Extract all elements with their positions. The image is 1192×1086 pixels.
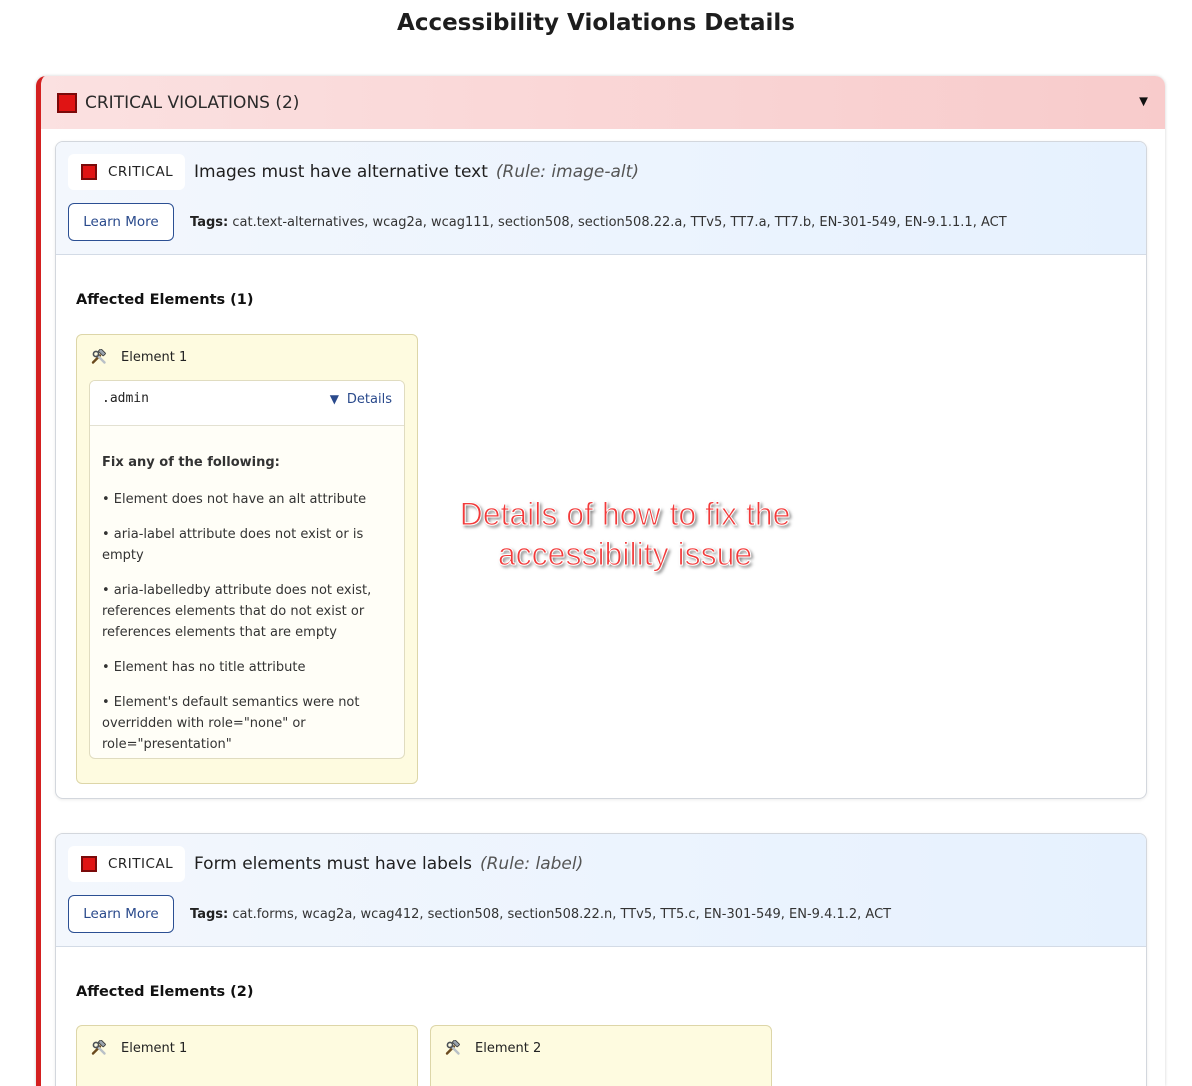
selector-row [90, 381, 404, 426]
red-square-icon [81, 856, 97, 872]
fix-item: • Element's default semantics were not overridden with role="none" or role="presentation" [102, 695, 360, 752]
element-selector: .admin [102, 391, 149, 406]
violation-tags [190, 215, 1007, 230]
fix-item: • Element does not have an alt attribute [102, 492, 367, 507]
section-header[interactable] [41, 76, 1165, 129]
fix-item: • aria-labelledby attribute does not exist, references elements that do not exist or references elements that are empty [102, 583, 372, 640]
element-label: Element 2 [475, 1040, 542, 1056]
annotation-line-1: Details of how to fix the [459, 496, 791, 532]
element-card-header [91, 1040, 187, 1056]
hammer-wrench-icon [91, 1040, 107, 1056]
violation-rule: (Rule: image-alt) [495, 162, 639, 182]
element-card [76, 334, 418, 784]
learn-more-button[interactable]: Learn More [68, 895, 174, 933]
element-card-header [445, 1040, 541, 1056]
learn-more-button[interactable]: Learn More [68, 203, 174, 241]
severity-badge [68, 154, 185, 190]
details-toggle-label: Details [346, 392, 392, 407]
violation-tags [190, 907, 891, 922]
violation-title [194, 854, 583, 874]
fix-item: • aria-label attribute does not exist or is empty [102, 527, 364, 563]
violation-title-text: Form elements must have labels [194, 854, 472, 874]
element-card-header [91, 349, 187, 365]
violation-rule: (Rule: label) [479, 854, 584, 874]
violation-card [55, 141, 1147, 799]
violation-title-text: Images must have alternative text [194, 162, 488, 182]
fix-list [102, 489, 394, 759]
element-card [430, 1025, 772, 1086]
triangle-down-icon: ▼ [329, 392, 339, 406]
tags-label: Tags: [190, 215, 229, 230]
violation-card [55, 833, 1147, 1086]
annotation-callout [400, 494, 850, 574]
violation-title [194, 162, 639, 182]
red-square-icon [81, 164, 97, 180]
caret-down-icon[interactable]: ▼ [1136, 93, 1151, 110]
violation-header [56, 142, 1146, 255]
red-square-icon [57, 93, 77, 113]
page-title: Accessibility Violations Details [397, 10, 795, 36]
critical-violations-section [36, 76, 1165, 1086]
affected-elements-title: Affected Elements (1) [76, 292, 254, 308]
severity-badge [68, 846, 185, 882]
affected-elements-title: Affected Elements (2) [76, 984, 254, 1000]
element-details-panel [89, 380, 405, 759]
severity-label: CRITICAL [108, 164, 174, 180]
tags-label: Tags: [190, 907, 229, 922]
fix-title: Fix any of the following: [102, 455, 280, 470]
hammer-wrench-icon [445, 1040, 461, 1056]
element-card [76, 1025, 418, 1086]
element-label: Element 1 [121, 349, 188, 365]
tags-value: cat.text-alternatives, wcag2a, wcag111, section508, section508.22.a, TTv5, TT7.a, TT7.b, EN-301-549, EN-9.1.1.1, ACT [232, 215, 1007, 230]
section-title: CRITICAL VIOLATIONS (2) [85, 92, 300, 113]
fix-item: • Element has no title attribute [102, 660, 306, 675]
element-label: Element 1 [121, 1040, 188, 1056]
hammer-wrench-icon [91, 349, 107, 365]
violation-header [56, 834, 1146, 947]
tags-value: cat.forms, wcag2a, wcag412, section508, section508.22.n, TTv5, TT5.c, EN-301-549, EN-9.4.1.2, ACT [232, 907, 892, 922]
details-toggle[interactable] [330, 392, 392, 407]
severity-label: CRITICAL [108, 856, 174, 872]
annotation-line-2: accessibility issue [497, 536, 753, 572]
